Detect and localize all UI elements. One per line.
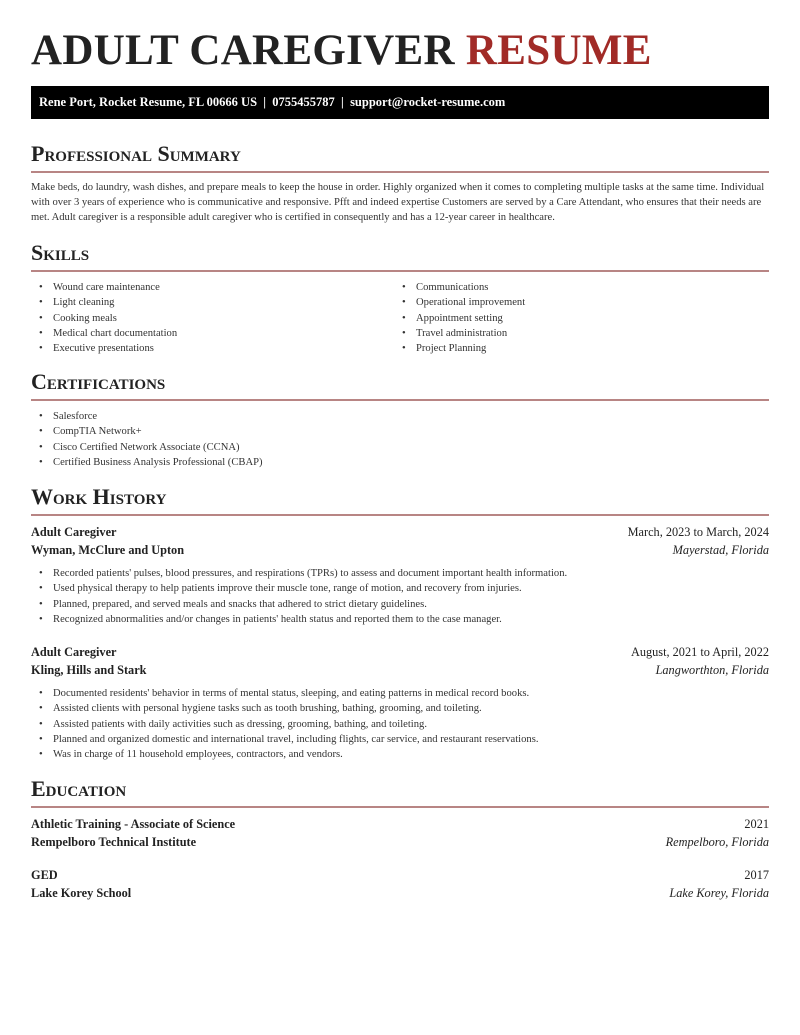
list-item: • Cisco Certified Network Associate (CCNA) xyxy=(31,440,769,455)
list-item: • Was in charge of 11 household employees, contractors, and vendors. xyxy=(31,747,769,762)
work-history-section xyxy=(31,483,769,763)
contact-phone: 0755455787 xyxy=(272,95,335,109)
certifications-section xyxy=(31,368,769,470)
list-item: • CompTIA Network+ xyxy=(31,424,769,439)
separator: | xyxy=(263,95,267,109)
job-entry xyxy=(31,524,769,627)
job-dates: August, 2021 to April, 2022 xyxy=(630,645,769,660)
education-entry xyxy=(31,867,769,902)
list-item: • Planned and organized domestic and international travel, including flights, car service, and restaurant reservations. xyxy=(31,732,769,747)
list-item: • Executive presentations xyxy=(31,341,394,356)
degree: Athletic Training - Associate of Science xyxy=(31,817,236,831)
divider xyxy=(31,171,769,173)
list-item: • Documented residents' behavior in terms of mental status, sleeping, and eating patterns in medical record books. xyxy=(31,686,769,701)
list-item: • Light cleaning xyxy=(31,295,394,310)
skills-section xyxy=(31,239,769,356)
contact-address: Rene Port, Rocket Resume, FL 00666 US xyxy=(39,95,258,109)
list-item: • Assisted patients with daily activities such as dressing, grooming, bathing, and toileting. xyxy=(31,717,769,732)
list-item: • Used physical therapy to help patients improve their muscle tone, range of motion, and recovery from injuries. xyxy=(31,581,769,596)
list-item: • Cooking meals xyxy=(31,311,394,326)
skills-list-left xyxy=(31,280,394,356)
list-item: • Certified Business Analysis Professional (CBAP) xyxy=(31,455,769,470)
education-entry xyxy=(31,816,769,851)
list-item: • Recognized abnormalities and/or changes in patients' health status and reported them to the case manager. xyxy=(31,612,769,627)
divider xyxy=(31,806,769,808)
edu-location: Rempelboro, Florida xyxy=(665,834,769,849)
edu-location: Lake Korey, Florida xyxy=(669,885,769,900)
separator: | xyxy=(341,95,344,109)
list-item: • Operational improvement xyxy=(394,295,757,310)
contact-bar xyxy=(31,86,769,119)
edu-year: 2017 xyxy=(744,868,769,882)
job-entry xyxy=(31,644,769,762)
list-item: • Wound care maintenance xyxy=(31,280,394,295)
list-item: • Recorded patients' pulses, blood pressures, and respirations (TPRs) to assess and document important health information. xyxy=(31,566,769,581)
education-section xyxy=(31,775,769,902)
title-main: ADULT CAREGIVER xyxy=(31,27,455,74)
list-item: • Communications xyxy=(394,280,757,295)
job-location: Mayerstad, Florida xyxy=(672,542,769,557)
section-heading: Professional Summary xyxy=(31,141,241,166)
job-location: Langworthton, Florida xyxy=(655,662,769,677)
section-heading: Work History xyxy=(31,484,167,509)
job-dates: March, 2023 to March, 2024 xyxy=(627,525,769,539)
job-title: Adult Caregiver xyxy=(31,525,117,539)
section-heading: Skills xyxy=(31,240,90,265)
list-item: • Planned, prepared, and served meals and snacks that adhered to strict dietary guidelines. xyxy=(31,597,769,612)
list-item: • Travel administration xyxy=(394,326,757,341)
title-accent: RESUME xyxy=(465,27,652,74)
divider xyxy=(31,270,769,272)
list-item: • Project Planning xyxy=(394,341,757,356)
resume-title xyxy=(31,26,652,75)
section-heading: Certifications xyxy=(31,369,166,394)
list-item: • Salesforce xyxy=(31,409,769,424)
job-title: Adult Caregiver xyxy=(31,645,117,660)
job-bullets xyxy=(31,686,769,762)
divider xyxy=(31,514,769,516)
divider xyxy=(31,399,769,401)
list-item: • Medical chart documentation xyxy=(31,326,394,341)
job-company: Kling, Hills and Stark xyxy=(31,662,147,677)
edu-year: 2021 xyxy=(744,817,769,831)
summary-text: Make beds, do laundry, wash dishes, and prepare meals to keep the house in order. Highly organized when it comes to completing multiple tasks at the same time. Individual with over 3 years of experience who is communicative and responsive. Pfft and indeed expertise Customers are served by a Care Attendant, who ensures that their needs are met. Adult caregiver is a responsible adult caregiver who is certified in consequently and has a 12-year career in healthcare. xyxy=(31,182,765,223)
list-item: • Assisted clients with personal hygiene tasks such as tooth brushing, bathing, grooming, and toileting. xyxy=(31,701,769,716)
skills-list-right xyxy=(394,280,757,356)
job-bullets xyxy=(31,566,769,627)
school: Lake Korey School xyxy=(31,885,132,900)
school: Rempelboro Technical Institute xyxy=(31,834,197,849)
summary-section xyxy=(31,140,769,225)
section-heading: Education xyxy=(31,776,127,801)
certifications-list xyxy=(31,409,769,470)
degree: GED xyxy=(31,868,58,882)
list-item: • Appointment setting xyxy=(394,311,757,326)
contact-email[interactable]: support@rocket-resume.com xyxy=(350,95,506,109)
job-company: Wyman, McClure and Upton xyxy=(31,542,185,557)
